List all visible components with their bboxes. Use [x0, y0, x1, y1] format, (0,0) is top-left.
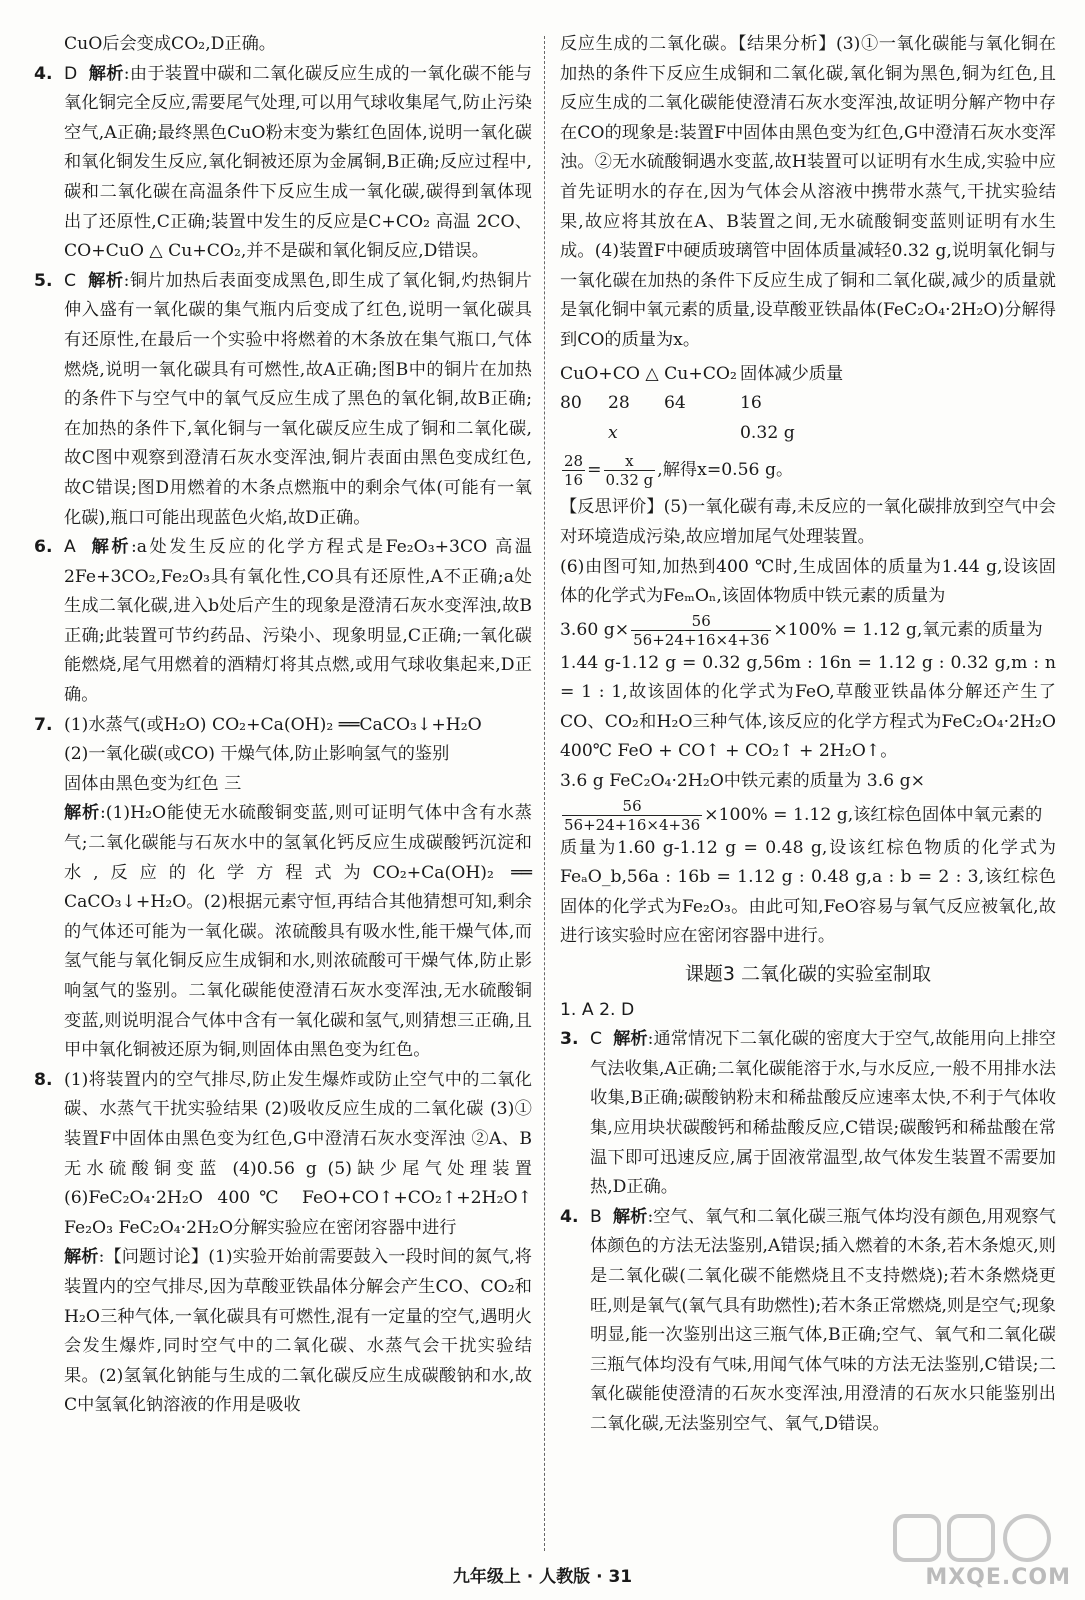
answer-item-3: 3. C 解析:通常情况下二氧化碳的密度大于空气,故能用向上排空气法收集,A正确;二氧化碳能溶于水,与水反应,一般不用排水法收集,B正确;碳酸钠粉末和稀盐酸反应速率太快,不利于气体收集,应用块状碳酸钙和稀盐酸反应,C错误;碳酸钙和稀盐酸在常温下即可迅速反应,属于固液常温型,故气体发生装置不需要加热,D正确。: [560, 1029, 1056, 1198]
answer-item-4: 4. B 解析:空气、氧气和二氧化碳三瓶气体均没有颜色,用观察气体颜色的方法无法鉴别,A错误;插入燃着的木条,若木条熄灭,则是二氧化碳(二氧化碳不能燃烧且不支持燃烧);若木条燃烧更旺,则是氧气(氧气具有助燃性);若木条正常燃烧,则是空气;现象明显,能一次鉴别出这三瓶气体,B正确;空气、氧气和二氧化碳三瓶气体均没有气味,用闻气体气味的方法无法鉴别,C错误;二氧化碳能使澄清的石灰水变浑浊,用澄清的石灰水只能鉴别出二氧化碳,无法鉴别空气、氧气,D错误。: [560, 1206, 1056, 1434]
page-footer: 九年级上 · 人教版 · 31: [452, 1567, 633, 1587]
watermark-icon: [891, 1510, 1071, 1566]
fraction: $\frac{56}{56+24+16\times 4+36}$: [633, 611, 770, 649]
equation: CuO+CO △ Cu+CO₂: [560, 363, 737, 384]
analysis: 解析:(1)H₂O能使无水硫酸铜变蓝,则可证明气体中含有水蒸气;二氧化碳能与石灰水中的氢氧化钙反应生成碳酸钙沉淀和水,反应的化学方程式为CO₂+Ca(OH)₂ ══ CaCO₃↓+H₂O。(2)根据元素守恒,再结合其他猜想可知,剩余的气体还可能为一氧化碳。浓硫酸具有吸水性,能干燥气体,而氢气能与氧化铜反应生成铜和水,则浓硫酸可干燥气体,防止影响氢气的鉴别。二氧化碳能使澄清石灰水变浑浊,无水硫酸铜变蓝,则说明混合气体中含有一氧化碳和氢气,则猜想三正确,且甲中氧化铜被还原为铜,则固体由黑色变为红色。: [64, 803, 532, 1061]
equation-line: $\frac{56}{56+24+16\times 4+36}$ ×100% = 1.12 g,该红棕色固体中氧元素的: [564, 796, 1043, 834]
paragraph: 【反思评价】(5)一氧化碳有毒,未反应的一氧化碳排放到空气中会对环境造成污染,故应增加尾气处理装置。: [560, 497, 1056, 547]
answer-item-7: 7. (1)水蒸气(或H₂O) CO₂+Ca(OH)₂ ══CaCO₃↓+H₂O: [34, 714, 482, 735]
watermark-logo: [891, 1510, 1071, 1590]
column-divider: [544, 36, 545, 1551]
paragraph: 3.6 g FeC₂O₄·2H₂O中铁元素的质量为 3.6 g×: [560, 771, 925, 792]
equation-line: 80 28 64 16: [560, 393, 762, 414]
fraction: $\frac{56}{56+24+16\times 4+36}$: [564, 796, 701, 834]
paragraph: (6)由图可知,加热到400 ℃时,生成固体的质量为1.44 g,设该固体的化学式为FeₘOₙ,该固体物质中铁元素的质量为: [560, 556, 1056, 607]
equation-line: [560, 360, 1056, 390]
fraction: $\frac{28}{16}$: [564, 452, 584, 490]
answer-line: 1. A 2. D: [560, 999, 635, 1020]
answer-item-4: 4. D 解析:由于装置中碳和二氧化碳反应生成的一氧化碳不能与氧化铜完全反应,需要尾气处理,可以用气球收集尾气,防止污染空气,A正确;最终黑色CuO粉末变为紫红色固体,说明一氧化碳和氧化铜发生反应,氧化铜被还原为金属铜,B正确;反应过程中,碳和二氧化碳在高温条件下反应生成一氧化碳,碳得到氧体现出了还原性,C正确;装置中发生的反应是C+CO₂ 高温 2CO、CO+CuO △ Cu+CO₂,并不是碳和氧化铜反应,D错误。: [34, 63, 532, 262]
analysis: 解析:【问题讨论】(1)实验开始前需要鼓入一段时间的氮气,将装置内的空气排尽,因为草酸亚铁晶体分解会产生CO、CO₂和H₂O三种气体,一氧化碳具有可燃性,混有一定量的空气,遇明火会发生爆炸,同时空气中的二氧化碳、水蒸气会干扰实验结果。(2)氢氧化钠能与生成的二氧化碳反应生成碳酸钠和水,故C中氢氧化钠溶液的作用是吸收: [64, 1247, 532, 1416]
equation-line: 3.60 g× $\frac{56}{56+24+16\times 4+36}$ ×100% = 1.12 g,氧元素的质量为: [560, 611, 1043, 649]
answer-item-8: 8. (1)将装置内的空气排尽,防止发生爆炸或防止空气中的二氧化碳、水蒸气干扰实验结果 (2)吸收反应生成的二氧化碳 (3)①装置F中固体由黑色变为红色,G中澄清石灰水变浑浊 ②A、B 无水硫酸铜变蓝 (4)0.56 g (5)缺少尾气处理装置 (6)FeC₂O₄·2H₂O 400℃ FeO+CO↑+CO₂↑+2H₂O↑ Fe₂O₃ FeC₂O₄·2H₂O分解实验应在密闭容器中进行: [34, 1069, 532, 1238]
paragraph: 反应生成的二氧化碳。【结果分析】(3)①一氧化碳能与氧化铜在加热的条件下反应生成铜和二氧化碳,氧化铜为黑色,铜为红色,且反应生成的二氧化碳能使澄清石灰水变浑浊,故证明分解产物中存在CO的现象是:装置F中固体由黑色变为红色,G中澄清石灰水变浑浊。②无水硫酸铜遇水变蓝,故H装置可以证明有水生成,实验中应首先证明水的存在,因为气体会从溶液中携带水蒸气,干扰实验结果,故应将其放在A、B装置之间,无水硫酸铜变蓝则证明有水生成。(4)装置F中硬质玻璃管中固体质量减轻0.32 g,说明氧化铜与一氧化碳在加热的条件下反应生成了铜和二氧化碳,减少的质量就是氧化铜中氧元素的质量,设草酸亚铁晶体(FeC₂O₄·2H₂O)分解得到CO的质量为x。: [560, 34, 1056, 350]
equation-note: 固体减少质量: [740, 363, 844, 384]
answer-line: 固体由黑色变为红色 三: [64, 773, 242, 794]
answer-item-5: 5. C 解析:铜片加热后表面变成黑色,即生成了氧化铜,灼热铜片伸入盛有一氧化碳的集气瓶内后变成了红色,说明一氧化碳具有还原性,在最后一个实验中将燃着的木条放在集气瓶口,气体燃烧,说明一氧化碳具有可燃性,故A正确;图B中的铜片在加热的条件下与空气中的氧气反应生成了黑色的氧化铜,故B正确;在加热的条件下,氧化铜与一氧化碳反应生成了铜和二氧化碳,故C图中观察到澄清石灰水变浑浊,铜片表面由黑色变成红色,故C错误;图D用燃着的木条点燃瓶中的剩余气体(可能有一氧化碳),瓶口可能出现蓝色火焰,故D正确。: [34, 270, 532, 528]
paragraph: 质量为1.60 g-1.12 g = 0.48 g,设该红棕色物质的化学式为FeₐO_b,56a : 16b = 1.12 g : 0.48 g,a : b = 2 : 3,该红棕色固体的化学式为Fe₂O₃。由此可知,FeO容易与氧气反应被氧化,故进行该实验时应在密闭容器中进行。: [560, 837, 1056, 947]
equation-solution: $\frac{28}{16}$ = $\frac{x}{0.32 g}$ ,解得x=0.56 g。: [564, 452, 794, 490]
left-column: [34, 30, 532, 1421]
answer-item-6: 6. A 解析:a处发生反应的化学方程式是Fe₂O₃+3CO 高温 2Fe+3CO₂,Fe₂O₃具有氧化性,CO具有还原性,A不正确;a处生成二氧化碳,进入b处后产生的现象是澄清石灰水变浑浊,故B正确;此装置可节约药品、污染小、现象明显,C正确;一氧化碳能燃烧,尾气用燃着的酒精灯将其点燃,或用气球收集起来,D正确。: [34, 537, 532, 706]
paragraph: CuO后会变成CO₂,D正确。: [64, 34, 276, 54]
equation-line: x 0.32 g: [608, 422, 795, 443]
right-column: [560, 30, 1056, 1440]
answer-line: (2)一氧化碳(或CO) 干燥气体,防止影响氢气的鉴别: [64, 744, 450, 765]
watermark-text: MXQE.COM: [925, 1565, 1071, 1590]
section-title: 课题3 二氧化碳的实验室制取: [684, 963, 932, 986]
fraction: $\frac{x}{0.32 g}$: [605, 452, 654, 490]
paragraph: 1.44 g-1.12 g = 0.32 g,56m : 16n = 1.12 g : 0.32 g,m : n = 1 : 1,故该固体的化学式为FeO,草酸亚铁晶体分解还产生了CO、CO₂和H₂O三种气体,该反应的化学方程式为FeC₂O₄·2H₂O 400℃ FeO + CO↑ + CO₂↑ + 2H₂O↑。: [560, 652, 1056, 762]
